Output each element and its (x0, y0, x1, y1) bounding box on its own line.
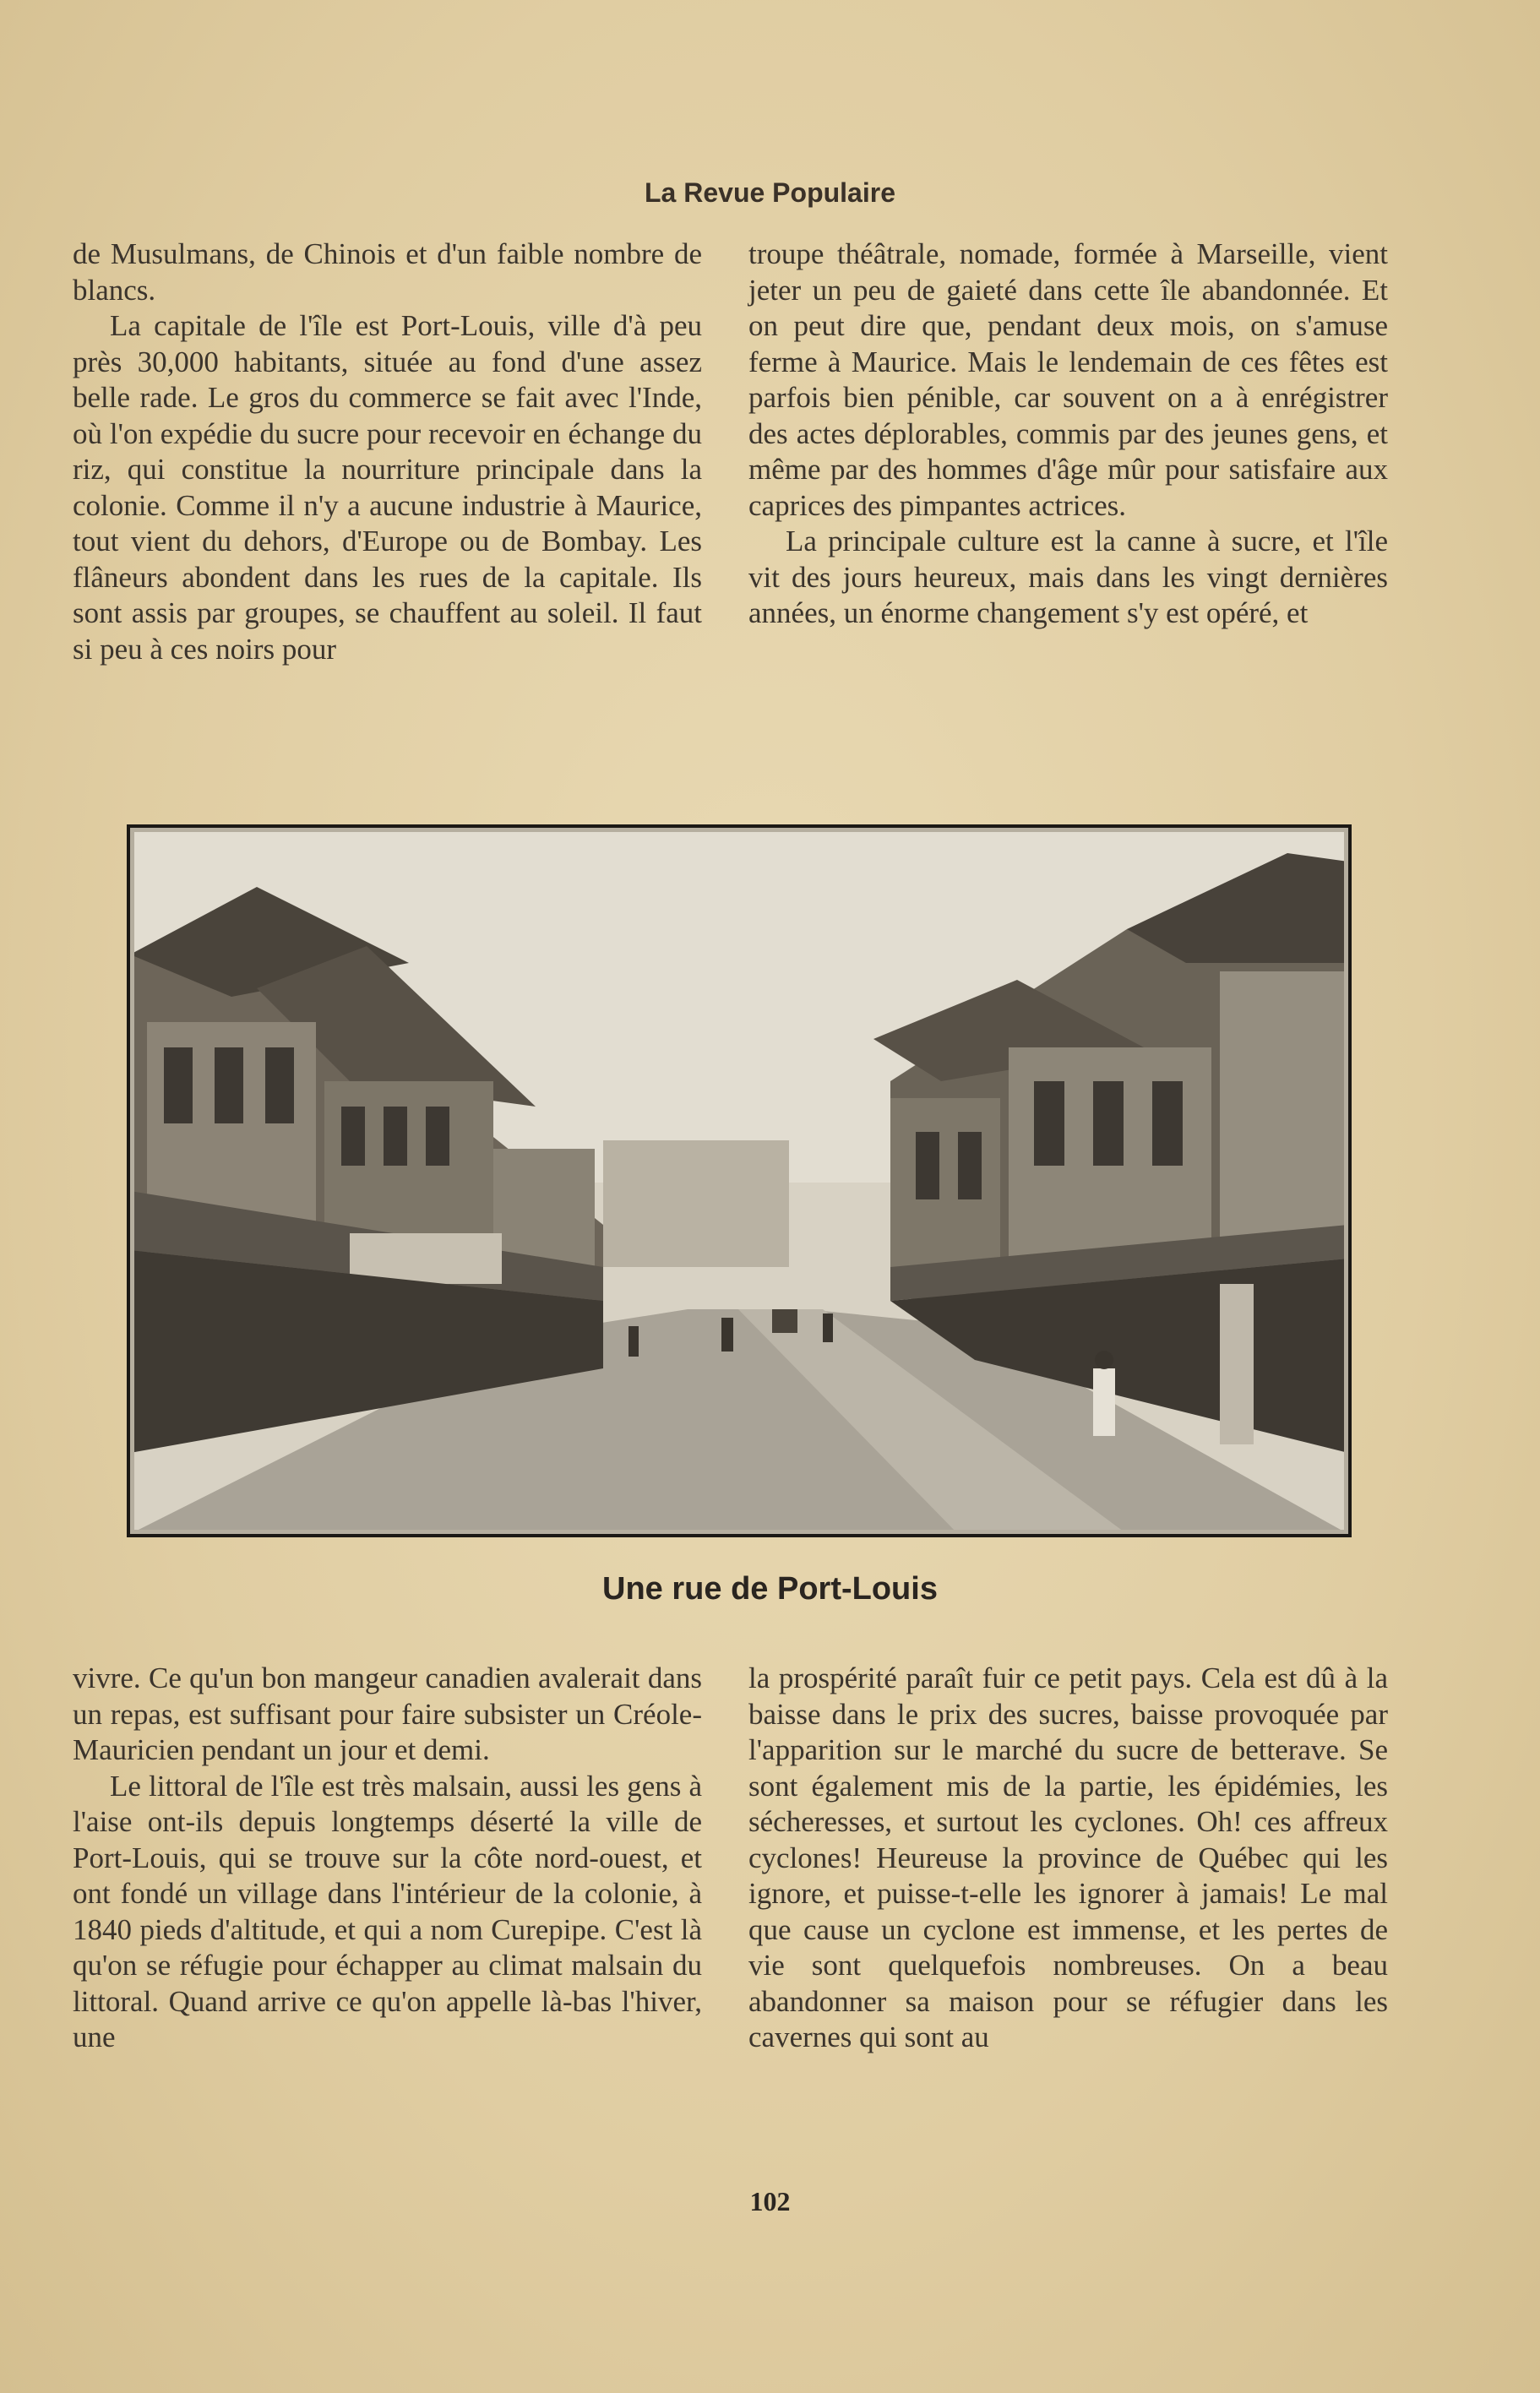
paragraph: vivre. Ce qu'un bon mangeur canadien avalerait dans un repas, est suffisant pour faire subsister un Créole-Mauricien pendant un jour et demi. (73, 1662, 702, 1766)
paragraph: troupe théâtrale, nomade, formée à Marseille, vient jeter un peu de gaieté dans cette île abandonnée. Et on peut dire que, pendant deux mois, on s'amuse ferme à Maurice. Mais le lendemain de ces fêtes est parfois bien pénible, car souvent on a à enrégistrer des actes déplorables, commis par des jeunes gens, et même par des hommes d'âge mûr pour satisfaire aux caprices des pimpantes actrices. (748, 237, 1388, 522)
paragraph: de Musulmans, de Chinois et d'un faible nombre de blancs. (73, 237, 702, 307)
column-top-left (73, 237, 702, 667)
photo-caption: Une rue de Port-Louis (602, 1571, 938, 1607)
paragraph: La capitale de l'île est Port-Louis, ville d'à peu près 30,000 habitants, située au fond d'une assez belle rade. Le gros du commerce se fait avec l'Inde, où l'on expédie du sucre pour recevoir en échange du riz, qui constitue la nourriture principale dans la colonie. Comme il n'y a aucune industrie à Maurice, tout vient du dehors, d'Europe ou de Bombay. Les flâneurs abondent dans les rues de la capitale. Ils sont assis par groupes, se chauffent au soleil. Il faut si peu à ces noirs pour (73, 309, 702, 666)
column-bottom-left (73, 1661, 702, 2056)
street-photograph (127, 824, 1352, 1537)
page-number: 102 (749, 2186, 791, 2216)
running-header: La Revue Populaire (645, 177, 895, 208)
column-top-right (748, 237, 1388, 632)
paragraph: la prospérité paraît fuir ce petit pays. Cela est dû à la baisse dans le prix des sucres, baisse provoquée par l'apparition sur le marché du sucre de betterave. Se sont également mis de la partie, les épidémies, les sécheresses, et surtout les cyclones. Oh! ces affreux cyclones! Heureuse la province de Québec qui les ignore, et puisse-t-elle les ignorer à jamais! Le mal que cause un cyclone est immense, et les pertes de vie sont quelquefois nombreuses. On a beau abandonner sa maison pour se réfugier dans les cavernes qui sont au (748, 1662, 1388, 2053)
paragraph: Le littoral de l'île est très malsain, aussi les gens à l'aise ont-ils depuis longtemps déserté la ville de Port-Louis, qui se trouve sur la côte nord-ouest, et ont fondé un village dans l'intérieur de la colonie, à 1840 pieds d'altitude, et qui a nom Curepipe. C'est là qu'on se réfugie pour échapper au climat malsain du littoral. Quand arrive ce qu'on appelle là-bas l'hiver, une (73, 1769, 702, 2053)
paragraph: La principale culture est la canne à sucre, et l'île vit des jours heureux, mais dans les vingt dernières années, un énorme changement s'y est opéré, et (748, 525, 1388, 629)
column-bottom-right (748, 1661, 1388, 2056)
